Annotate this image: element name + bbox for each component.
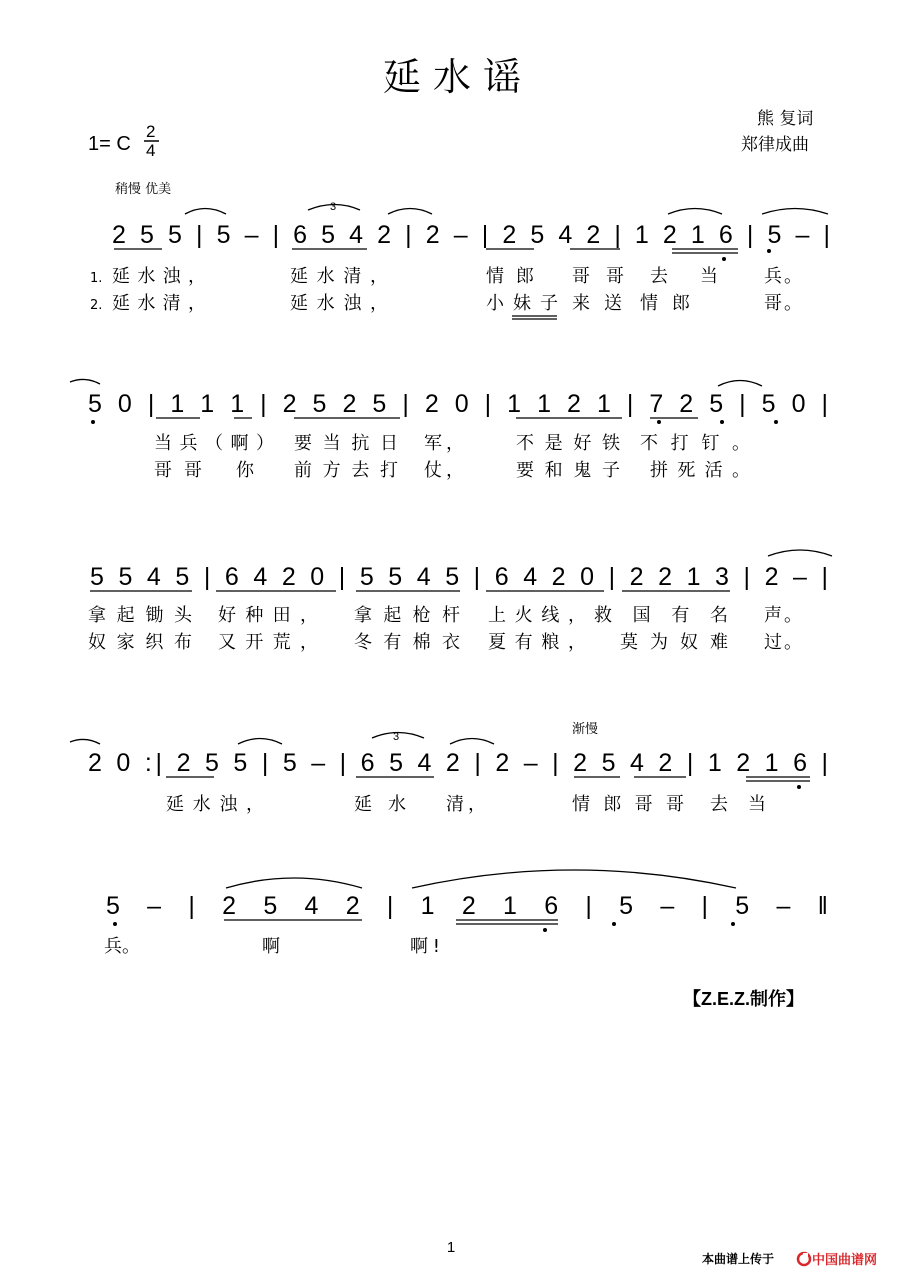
lyric-segment: 前方去打 (294, 460, 398, 481)
lyrics-verse-1 (166, 794, 766, 815)
lyric-segment: 延水 (354, 794, 406, 815)
lyric-segment: 不是好铁 (516, 433, 620, 454)
lyric-segment: 清， (446, 794, 486, 815)
lyrics-verse-1 (104, 936, 440, 957)
page-number: 1 (446, 1239, 456, 1256)
triplet-mark: 3 (393, 731, 400, 743)
system-1 (90, 201, 830, 319)
lyric-segment: 延水浊， (290, 293, 388, 314)
lyric-segment: 延水清， (112, 293, 206, 314)
system-5 (104, 870, 828, 957)
time-top: 2 (146, 122, 156, 141)
lyric-segment: 拿起锄头 (88, 605, 192, 626)
site-name-link[interactable]: 中国曲谱网 (812, 1253, 878, 1268)
song-title: 延 水 谣 (382, 55, 522, 99)
system-2 (70, 379, 828, 481)
lyric-segment: 情郎哥哥 (572, 794, 684, 815)
lyric-segment: 延水浊， (166, 794, 264, 815)
footer-watermark (702, 1251, 877, 1268)
lyric-segment: 兵。 (764, 266, 802, 287)
lyric-segment: 军， (424, 433, 464, 454)
lyric-segment: 兵。 (104, 936, 140, 957)
lyric-segment: 啊 (262, 936, 280, 957)
lyric-segment: 又开荒， (218, 632, 318, 653)
lyric-segment: 你 (236, 460, 254, 481)
lyricist-credit: 熊 复词 (757, 109, 814, 129)
notation-line: 5 – | 2 5 4 2 | 1 2 1 6 | 5 – | 5 – ‖ (106, 892, 829, 920)
tempo-mark-start: 稍慢 优美 (115, 182, 172, 197)
verse-number: 2. (90, 298, 103, 313)
lyric-segment: 去当 (710, 794, 766, 815)
notation-line: 2 0 :| 2 5 5 | 5 – | 6 5 4 2 | 2 – | 2 5 4 2 | 1 2 1 6 | (88, 749, 829, 777)
lyrics-verse-1 (154, 433, 750, 454)
key-signature (88, 122, 159, 160)
lyric-segment: 当兵（啊） (154, 433, 274, 454)
lyric-segment: 声。 (764, 605, 802, 626)
lyric-segment: 救国有名 (594, 605, 728, 626)
verse-number: 1. (90, 271, 103, 286)
lyric-segment: 哥哥 (154, 460, 202, 481)
key-label: 1= C (88, 133, 131, 155)
lyric-segment: 仗， (424, 460, 464, 481)
system-4 (70, 731, 828, 815)
lyric-segment: 夏有粮， (488, 632, 586, 653)
lyric-segment: 莫为奴难 (620, 632, 728, 653)
lyrics-verse-2 (88, 632, 802, 653)
maker-credit: 【Z.E.Z.制作】 (683, 989, 804, 1009)
lyric-segment: 哥。 (764, 293, 802, 314)
lyric-segment: 情郎 (486, 266, 534, 287)
lyric-segment: 哥哥 (572, 266, 624, 287)
lyric-segment: 拼死活。 (650, 460, 750, 481)
lyric-segment: 去当 (650, 266, 718, 287)
lyric-segment: 要当抗日 (294, 433, 398, 454)
lyric-segment: 延水浊， (112, 266, 206, 287)
tempo-mark-ending: 渐慢 (572, 722, 599, 737)
lyric-segment: 上火线， (488, 605, 586, 626)
lyric-segment: 小妹子 (486, 293, 558, 314)
composer-credit: 郑律成曲 (741, 135, 809, 155)
lyric-segment: 拿起枪杆 (354, 605, 460, 626)
lyric-segment: 延水清， (290, 266, 388, 287)
lyric-segment: 好种田， (218, 605, 318, 626)
lyric-segment: 冬有棉衣 (354, 632, 460, 653)
system-3 (88, 550, 832, 653)
notation-line: 2 5 5 | 5 – | 6 5 4 2 | 2 – | 2 5 4 2 | 1 2 1 6 | 5 – | (112, 221, 830, 249)
lyrics-verse-2 (154, 460, 750, 481)
upload-text: 本曲谱上传于 (702, 1252, 775, 1266)
lyric-segment: 不打钉。 (640, 433, 750, 454)
lyric-segment: 啊! (410, 936, 440, 957)
lyric-segment: 奴家织布 (88, 632, 192, 653)
lyrics-verse-1 (90, 266, 802, 287)
time-bottom: 4 (146, 141, 156, 160)
lyric-segment: 情郎 (640, 293, 690, 314)
notation-line: 5 5 4 5 | 6 4 2 0 | 5 5 4 5 | 6 4 2 0 | 2 2 1 3 | 2 – | (90, 563, 828, 591)
lyrics-verse-2 (90, 293, 802, 314)
lyric-segment: 要和鬼子 (516, 460, 620, 481)
triplet-mark: 3 (330, 201, 337, 213)
lyric-segment: 来送 (572, 293, 622, 314)
lyric-segment: 过。 (764, 632, 802, 653)
lyrics-verse-1 (88, 605, 802, 626)
notation-line: 5 0 | 1 1 1 | 2 5 2 5 | 2 0 | 1 1 2 1 | 7 2 5 | 5 0 | (88, 390, 829, 418)
